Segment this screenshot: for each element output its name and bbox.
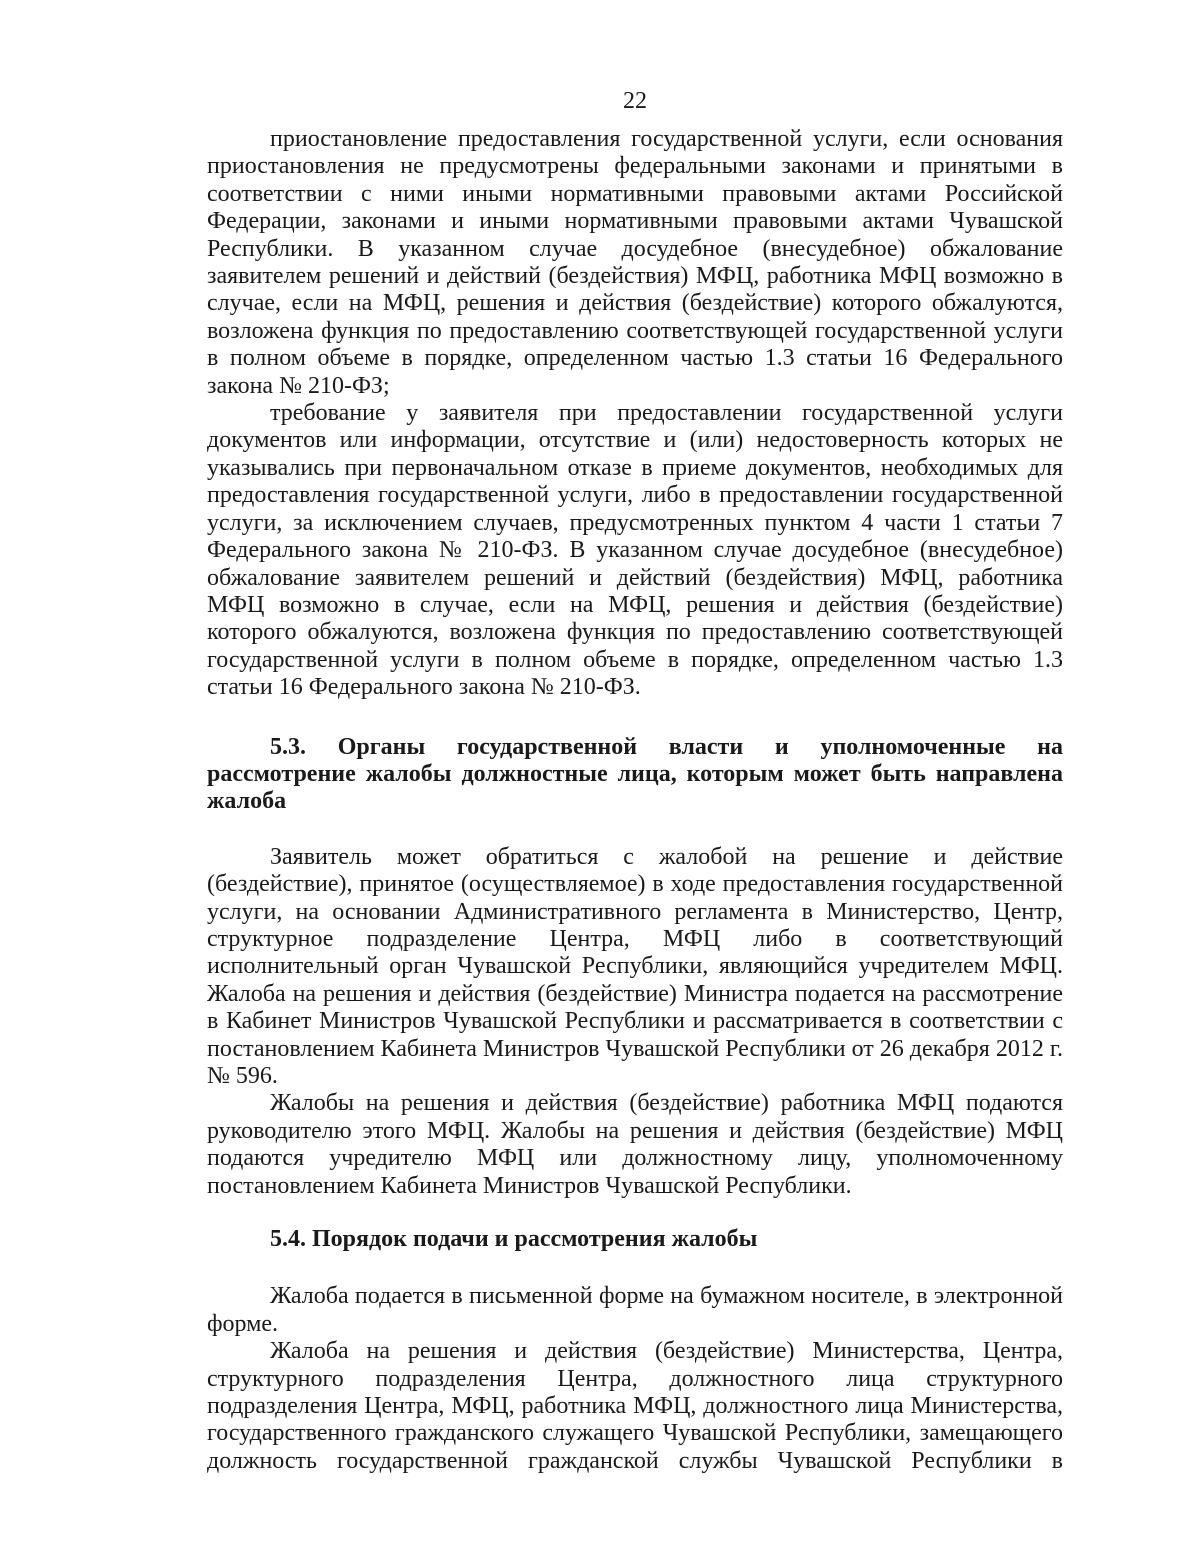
paragraph-complaint-submission: Жалоба на решения и действия (бездействие) Министерства, Центра, структурного подразделения Центра, должностного лица структурного подразделения Центра, МФЦ, работника МФЦ, должностного лица Министерства, государственного гражданского служащего Чувашской Республики, замещающего должность государственной гражданской службы Чувашской Республики в xyxy=(207,1338,1063,1474)
paragraph-complaint-form: Жалоба подается в письменной форме на бумажном носителе, в электронной форме. xyxy=(207,1283,1063,1337)
document-page xyxy=(207,84,1063,1475)
paragraph-complaint-recipients: Заявитель может обратиться с жалобой на решение и действие (бездействие), принятое (осуществляемое) в ходе предоставления государственной услуги, на основании Административного регламента в Министерство, Центр, структурное подразделение Центра, МФЦ либо в соответствующий исполнительный орган Чувашской Республики, являющийся учредителем МФЦ. Жалоба на решения и действия (бездействие) Министра подается на рассмотрение в Кабинет Министров Чувашской Республики и рассматривается в соответствии с постановлением Кабинета Министров Чувашской Республики от 26 декабря 2012 г. № 596. xyxy=(207,843,1063,1089)
page-number: 22 xyxy=(623,88,647,114)
paragraph-suspension: приостановление предоставления государственной услуги, если основания приостановления не предусмотрены федеральными законами и принятыми в соответствии с ними иными нормативными правовыми актами Российской Федерации, законами и иными нормативными правовыми актами Чувашской Республики. В указанном случае досудебное (внесудебное) обжалование заявителем решений и действий (бездействия) МФЦ, работника МФЦ возможно в случае, если на МФЦ, решения и действия (бездействие) которого обжалуются, возложена функция по предоставлению соответствующей государственной услуги в полном объеме в порядке, определенном частью 1.3 статьи 16 Федерального закона № 210-ФЗ; xyxy=(207,126,1063,399)
paragraph-mfc-complaints: Жалобы на решения и действия (бездействие) работника МФЦ подаются руководителю этого МФЦ. Жалобы на решения и действия (бездействие) МФЦ подаются учредителю МФЦ или должностному лицу, уполномоченному постановлением Кабинета Министров Чувашской Республики. xyxy=(207,1090,1063,1199)
section-5-4-heading: 5.4. Порядок подачи и рассмотрения жалобы xyxy=(270,1226,758,1253)
section-5-3-heading: 5.3. Органы государственной власти и уполномоченные на рассмотрение жалобы должностные лица, которым может быть направлена жалоба xyxy=(207,733,1063,815)
paragraph-document-requirement: требование у заявителя при предоставлении государственной услуги документов или информации, отсутствие и (или) недостоверность которых не указывались при первоначальном отказе в приеме документов, необходимых для предоставления государственной услуги, либо в предоставлении государственной услуги, за исключением случаев, предусмотренных пунктом 4 части 1 статьи 7 Федерального закона № 210-ФЗ. В указанном случае досудебное (внесудебное) обжалование заявителем решений и действий (бездействия) МФЦ, работника МФЦ возможно в случае, если на МФЦ, решения и действия (бездействие) которого обжалуются, возложена функция по предоставлению соответствующей государственной услуги в полном объеме в порядке, определенном частью 1.3 статьи 16 Федерального закона № 210-ФЗ. xyxy=(207,400,1063,701)
